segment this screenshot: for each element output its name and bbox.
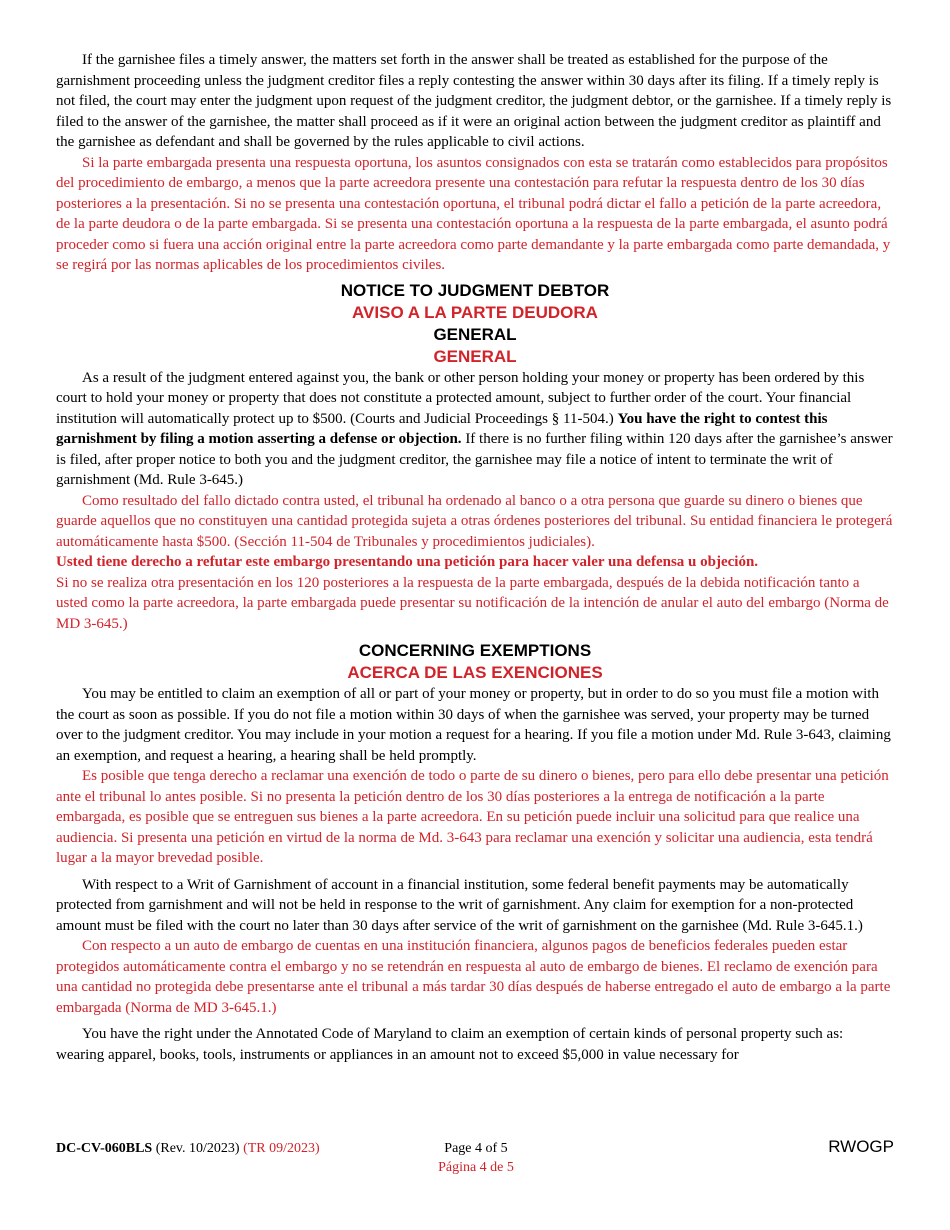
exemptions-heading-es: ACERCA DE LAS EXENCIONES xyxy=(347,663,603,682)
page-number xyxy=(426,1139,526,1177)
page-footer xyxy=(56,1139,894,1179)
notice-heading-es: AVISO A LA PARTE DEUDORA xyxy=(352,302,598,322)
form-identifier xyxy=(56,1139,320,1158)
notice-right-to-contest-es: Usted tiene derecho a refutar este embargo presentando una petición para hacer valer una defensa u objeción. xyxy=(56,554,759,570)
exemptions-paragraph-1-en: You may be entitled to claim an exemption of all or part of your money or property, but in order to do so you must file a motion with the court as soon as possible. If you do not file a motion within 30 days of when the garnishee was served, your property may be turned over to the judgment creditor. You may include in your motion a request for a hearing. If you file a motion under Md. Rule 3-643, claiming an exemption, and request a hearing, a hearing shall be held promptly. xyxy=(56,686,891,764)
notice-general-text-1: As a result of the judgment entered against you, the bank or other person holding your money or property has been ordered by this court to hold your money or property that does not constitute a protected amount, subject to further order of the court. Your financial institution will automatically protect up to $500. (Courts and Judicial Proceedings § 11-504.) xyxy=(56,369,865,427)
notice-general-paragraph-es xyxy=(56,491,894,553)
document-page xyxy=(56,50,894,1065)
notice-general-text-es-1: Como resultado del fallo dictado contra usted, el tribunal ha ordenado al banco o a otra persona que guarde su dinero o bienes que guarde aquellos que no constituyen una cantidad protegida sujeta a otras órdenes posteriores del tribunal. Su entidad financiera le protegerá automáticamente hasta $500. (Sección 11-504 de Tribunales y procedimientos judiciales). xyxy=(56,492,893,550)
page-number-es: Página 4 de 5 xyxy=(438,1160,514,1175)
notice-right-to-contest: You have the right to contest this garnishment by filing a motion asserting a defense or objection. xyxy=(56,410,828,447)
intro-paragraph-es: Si la parte embargada presenta una respuesta oportuna, los asuntos consignados con esta se tratarán como establecidos para propósitos del procedimiento de embargo, a menos que la parte acreedora presente una contestación para refutar la respuesta dentro de los 30 días posteriores a la presentación. Si no se presenta una contestación oportuna, el tribunal podrá dictar el fallo a petición de la parte acreedora, de la parte deudora o de la parte embargada. Si se presenta una contestación oportuna a la respuesta de la parte embargada, el asunto podrá proceder como si fuera una acción original entre la parte acreedora como parte demandante y la parte embargada como parte demandada, y se regirá por las normas aplicables de los procedimientos civiles. xyxy=(56,154,891,273)
general-subheading-es: GENERAL xyxy=(433,346,517,366)
form-revision: (Rev. 10/2023) xyxy=(155,1141,240,1156)
exemptions-heading-en: CONCERNING EXEMPTIONS xyxy=(358,641,592,660)
exemptions-paragraph-1-es: Es posible que tenga derecho a reclamar una exención de todo o parte de su dinero o bienes, pero para ello debe presentar una petición ante el tribunal lo antes posible. Si no presenta la petición dentro de los 30 días posteriores a la entrega de notificación a la parte embargada, es posible que se entreguen sus bienes a la parte acreedora. En su petición puede incluir una solicitud para que realice una audiencia. Si presenta una petición en virtud de la norma de Md. 3-643 para reclamar una exención y solicitar una audiencia, esta tendrá lugar a la mayor brevedad posible. xyxy=(56,768,889,866)
exemptions-paragraph-3-en: You have the right under the Annotated Code of Maryland to claim an exemption of certain kinds of personal property such as: wearing apparel, books, tools, instruments or appliances in an amount not to exceed $5,000 in value necessary for xyxy=(56,1026,844,1063)
notice-general-text-2: If there is no further filing within 120 days after the garnishee’s answer is filed, after proper notice to both you and the judgment creditor, the garnishee may file a notice of intent to terminate the writ of garnishment (Md. Rule 3-645.) xyxy=(56,431,893,488)
exemptions-paragraph-2-en: With respect to a Writ of Garnishment of account in a financial institution, some federal benefit payments may be automatically protected from garnishment and will not be held in response to the writ of garnishment. Any claim for exemption for a non-protected amount must be filed with the court no later than 30 days after service of the writ of garnishment on the garnishee (Md. Rule 3-645.1.) xyxy=(56,876,863,934)
translation-revision: (TR 09/2023) xyxy=(243,1141,320,1156)
form-code: RWOGP xyxy=(828,1137,894,1156)
notice-general-text-es-2: Si no se realiza otra presentación en los 120 posteriores a la respuesta de la parte embargada, después de la debida notificación tanto a usted como la parte acreedora, la parte embargada puede presentar su notificación de la intención de anular el auto del embargo (Norma de MD 3-645.) xyxy=(56,574,889,632)
page-number-en: Page 4 of 5 xyxy=(444,1141,508,1156)
form-number: DC-CV-060BLS xyxy=(56,1141,153,1156)
general-subheading-en: GENERAL xyxy=(433,324,517,344)
notice-heading-en: NOTICE TO JUDGMENT DEBTOR xyxy=(340,280,610,300)
notice-general-paragraph-en xyxy=(56,368,894,491)
intro-paragraph-en: If the garnishee files a timely answer, the matters set forth in the answer shall be treated as established for the purpose of the garnishment proceeding unless the judgment creditor files a reply contesting the answer within 30 days after its filing. If a timely reply is not filed, the court may enter the judgment upon request of the judgment creditor, the judgment debtor, or the garnishee. If a timely reply is filed to the answer of the garnishee, the matter shall proceed as if it were an original action between the judgment creditor as plaintiff and the garnishee as defendant and shall be governed by the rules applicable to civil actions. xyxy=(56,52,892,150)
exemptions-paragraph-2-es: Con respecto a un auto de embargo de cuentas en una institución financiera, algunos pagos de beneficios federales pueden estar protegidos automáticamente contra el embargo y no se retendrán en respuesta al auto de embargo de bienes. El reclamo de exención para una cantidad no protegida debe presentarse ante el tribunal a más tardar 30 días después de haberse entregado el auto de embargo a la parte embargada (Norma de MD 3-645.1.) xyxy=(56,938,891,1016)
